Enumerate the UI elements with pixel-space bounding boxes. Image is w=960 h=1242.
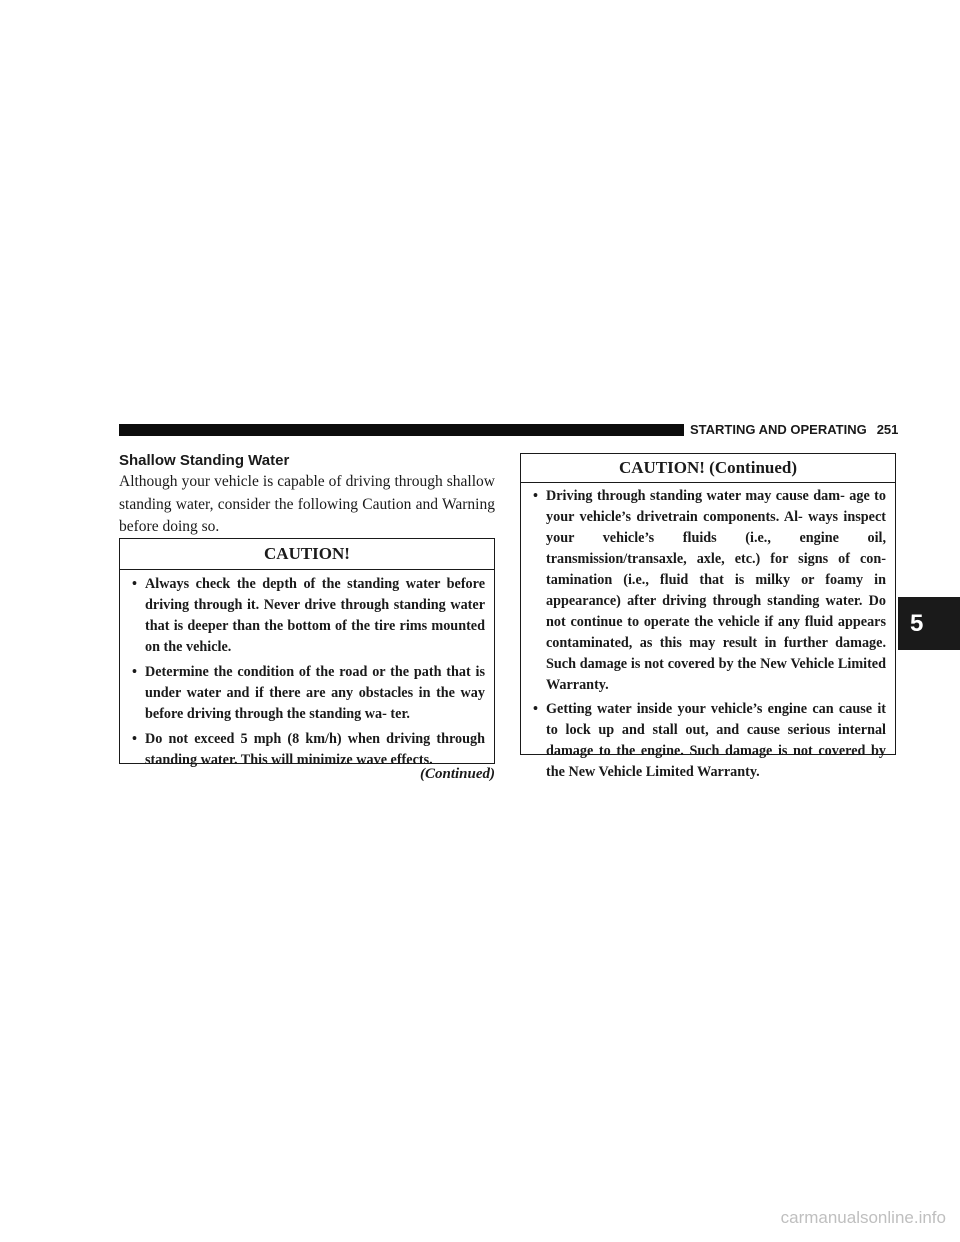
caution-item-text: Always check the depth of the standing water before driving through it. Never drive through standing water that is deeper than the bottom of the tire rims mounted on the vehicle. — [145, 576, 485, 655]
caution-item-text: Do not exceed 5 mph (8 km/h) when driving through standing water. This will minimize wave effects. — [145, 731, 485, 768]
header-rule — [119, 424, 684, 436]
caution-title: CAUTION! (Continued) — [521, 454, 895, 483]
bullet-icon: • — [533, 701, 538, 717]
caution-item — [120, 662, 494, 725]
intro-paragraph: Although your vehicle is capable of driving through shallow standing water, consider the following Caution and Warning before doing so. — [119, 473, 495, 535]
caution-title: CAUTION! — [120, 539, 494, 570]
caution-item — [120, 574, 494, 658]
caution-item-text: Determine the condition of the road or the path that is under water and if there are any obstacles in the way before driving through the standing wa- ter. — [145, 664, 485, 722]
running-header — [690, 421, 898, 439]
section-heading: Shallow Standing Water — [119, 452, 290, 469]
caution-item — [120, 729, 494, 771]
bullet-icon: • — [132, 576, 137, 592]
bullet-icon: • — [533, 488, 538, 504]
caution-item — [521, 486, 895, 696]
chapter-tab: 5 — [898, 597, 960, 650]
caution-list — [120, 570, 494, 771]
caution-item-text: Driving through standing water may cause dam- age to your vehicle’s drivetrain components. Al- ways inspect your vehicle’s fluids (i.e., engine oil, transmission/transaxle, axle, etc.) for signs of con- tamination (i.e., fluid that is milky or foamy in appearance) after driving through standing water. Do not continue to operate the vehicle if any fluid appears contaminated, as this may result in further damage. Such damage is not covered by the New Vehicle Limited Warranty. — [546, 488, 886, 693]
page-number: 251 — [876, 422, 899, 437]
header-section-title: STARTING AND OPERATING — [690, 422, 867, 437]
watermark: carmanualsonline.info — [780, 1208, 946, 1227]
caution-box-right — [520, 453, 896, 780]
caution-item-text: Getting water inside your vehicle’s engine can cause it to lock up and stall out, and cause serious internal damage to the engine. Such damage is not covered by the New Vehicle Limited Warranty. — [546, 701, 886, 780]
continued-label: (Continued) — [419, 766, 495, 782]
bullet-icon: • — [132, 664, 137, 680]
caution-item — [521, 699, 895, 783]
bullet-icon: • — [132, 731, 137, 747]
caution-list — [521, 483, 895, 783]
caution-box-left — [119, 538, 495, 768]
